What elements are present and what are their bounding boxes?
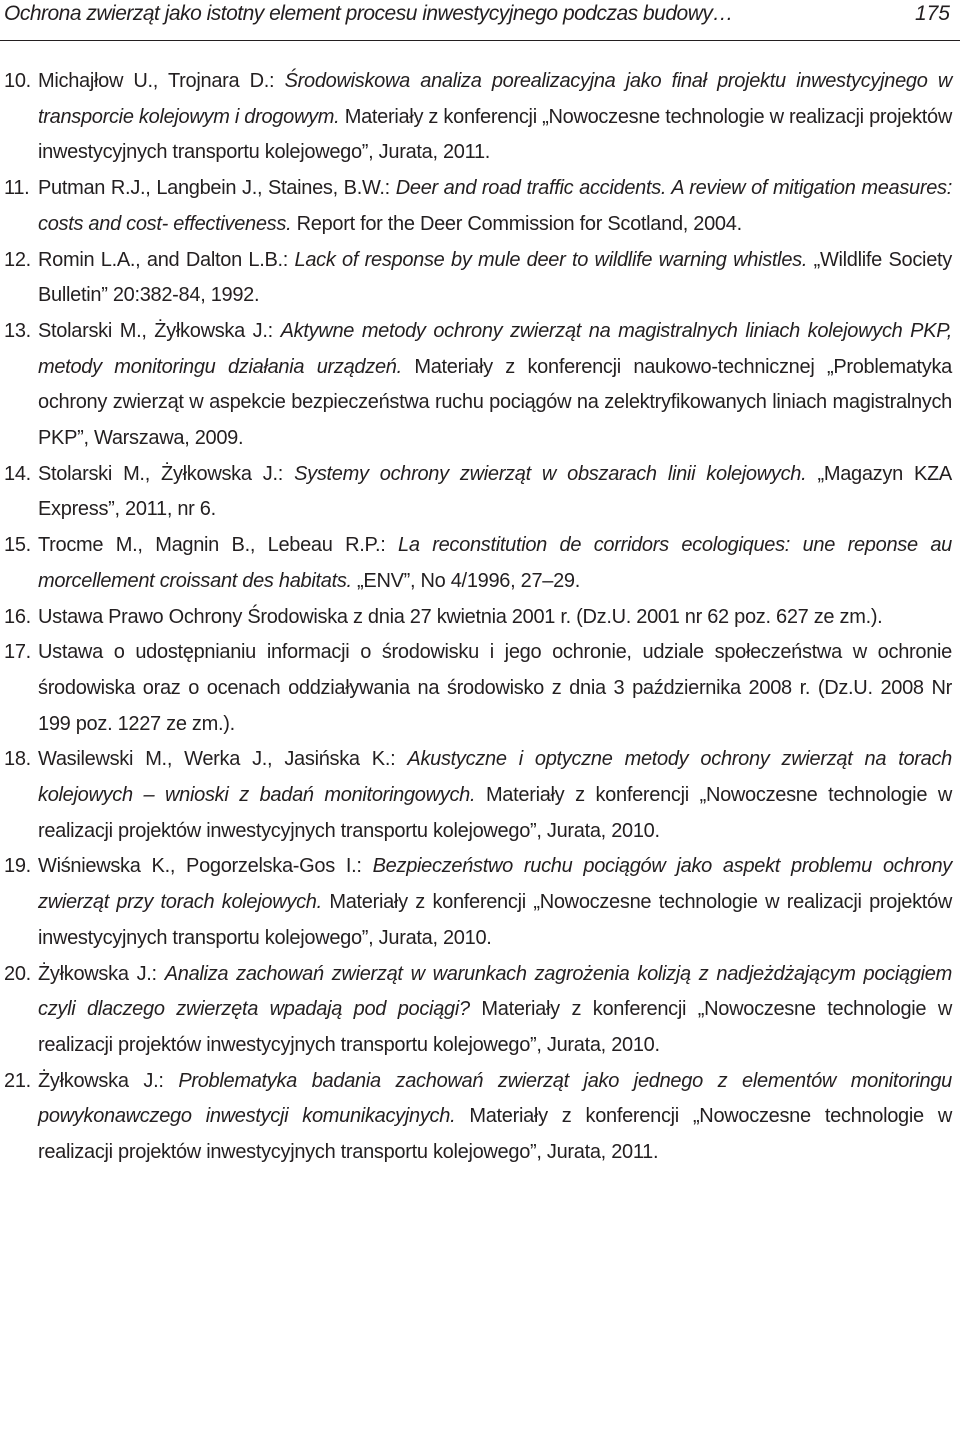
reference-number: 10.	[4, 70, 31, 92]
reference-title: La reconstitution de corridors ecologiques: une reponse au morcellement croissant des habitats.	[38, 534, 952, 592]
reference-source: Materiały z konferencji „Nowoczesne technologie w realizacji projektów inwestycyjnych transportu kolejowego”, Jurata, 2011.	[38, 105, 952, 164]
reference-authors: Michajłow U., Trojnara D.:	[38, 70, 285, 92]
reference-number: 20.	[4, 962, 31, 985]
reference-source: Report for the Deer Commission for Scotland, 2004.	[291, 212, 742, 235]
reference-title: Deer and road traffic accidents. A review of mitigation measures: costs and cost- effectiveness.	[38, 177, 953, 235]
reference-item	[4, 528, 952, 599]
reference-number: 21.	[4, 1069, 31, 1092]
reference-item	[4, 957, 952, 1064]
reference-item	[4, 171, 952, 242]
reference-item	[4, 457, 952, 528]
reference-source: „Magazyn KZA Express”, 2011, nr 6.	[38, 462, 952, 521]
reference-source: Materiały z konferencji naukowo-technicznej „Problematyka ochrony zwierząt w aspekcie bezpieczeństwa ruchu pociągów na zelektryfikowanych liniach magistralnych PKP”, Warszawa, 2009.	[38, 355, 952, 450]
reference-authors: Żyłkowska J.:	[38, 962, 165, 985]
reference-source: Materiały z konferencji „Nowoczesne technologie w realizacji projektów inwestycyjnych transportu kolejowego”, Jurata, 2010.	[38, 998, 952, 1056]
page-number: 175	[914, 2, 950, 25]
reference-source: „ENV”, No 4/1996, 27–29.	[351, 569, 580, 592]
reference-source: Ustawa Prawo Ochrony Środowiska z dnia 27 kwietnia 2001 r. (Dz.U. 2001 nr 62 poz. 627 ze zm.).	[38, 605, 883, 628]
reference-source: Materiały z konferencji „Nowoczesne technologie w realizacji projektów inwestycyjnych transportu kolejowego”, Jurata, 2010.	[38, 784, 952, 842]
reference-authors: Trocme M., Magnin B., Lebeau R.P.:	[38, 534, 399, 557]
reference-item	[4, 1064, 952, 1171]
reference-source: Materiały z konferencji „Nowoczesne technologie w realizacji projektów inwestycyjnych transportu kolejowego”, Jurata, 2010.	[38, 891, 952, 949]
reference-authors: Romin L.A., and Dalton L.B.:	[38, 248, 295, 271]
reference-item	[4, 64, 952, 171]
reference-number: 14.	[4, 462, 31, 485]
reference-title: Akustyczne i optyczne metody ochrony zwierząt na torach kolejowych – wnioski z badań monitoringowych.	[38, 748, 953, 807]
reference-title: Środowiskowa analiza porealizacyjna jako finał projektu inwestycyjnego w transporcie kolejowym i drogowym.	[38, 70, 953, 128]
reference-authors: Stolarski M., Żyłkowska J.:	[38, 319, 281, 342]
reference-number: 11.	[4, 177, 30, 200]
reference-authors: Żyłkowska J.:	[38, 1069, 179, 1092]
reference-title: Analiza zachowań zwierząt w warunkach zagrożenia kolizją z nadjeżdżającym pociągiem czyli dlaczego zwierzęta wpadają pod pociągi?	[38, 962, 952, 1021]
reference-authors: Putman R.J., Langbein J., Staines, B.W.:	[38, 177, 396, 200]
running-header-title: Ochrona zwierząt jako istotny element procesu inwestycyjnego podczas budowy…	[4, 2, 733, 25]
reference-authors: Wasilewski M., Werka J., Jasińska K.:	[38, 748, 408, 771]
reference-number: 16.	[4, 605, 31, 628]
reference-number: 18.	[4, 748, 31, 771]
reference-title: Problematyka badania zachowań zwierząt jako jednego z elementów monitoringu powykonawczego inwestycji komunikacyjnych.	[38, 1069, 952, 1128]
reference-source: Materiały z konferencji „Nowoczesne technologie w realizacji projektów inwestycyjnych transportu kolejowego”, Jurata, 2011.	[38, 1105, 952, 1164]
reference-authors: Wiśniewska K., Pogorzelska-Gos I.:	[38, 855, 373, 878]
reference-item	[4, 849, 952, 956]
reference-source: Ustawa o udostępnianiu informacji o środowisku i jego ochronie, udziale społeczeństwa w ochronie środowiska oraz o ocenach oddziaływania na środowisko z dnia 3 października 2008 r. (Dz.U. 2008 Nr 199 poz. 1227 ze zm.).	[38, 641, 952, 735]
reference-number: 12.	[4, 248, 31, 271]
reference-number: 13.	[4, 319, 31, 342]
reference-authors: Stolarski M., Żyłkowska J.:	[38, 462, 295, 485]
reference-title: Aktywne metody ochrony zwierząt na magistralnych liniach kolejowych PKP, metody monitoringu działania urządzeń.	[38, 319, 952, 378]
reference-title: Systemy ochrony zwierząt w obszarach linii kolejowych.	[294, 462, 807, 485]
reference-source: „Wildlife Society Bulletin” 20:382-84, 1992.	[38, 248, 952, 307]
reference-item	[4, 635, 952, 742]
reference-number: 17.	[4, 641, 31, 664]
reference-number: 15.	[4, 534, 31, 557]
reference-item	[4, 243, 952, 314]
reference-item	[4, 742, 952, 849]
reference-list	[4, 64, 952, 1171]
reference-title: Lack of response by mule deer to wildlife warning whistles.	[294, 248, 808, 271]
reference-item	[4, 314, 952, 457]
reference-number: 19.	[4, 855, 31, 878]
reference-item	[4, 600, 952, 636]
reference-title: Bezpieczeństwo ruchu pociągów jako aspekt problemu ochrony zwierząt przy torach kolejowych.	[38, 855, 952, 914]
running-header	[0, 0, 960, 44]
header-divider	[0, 40, 960, 41]
